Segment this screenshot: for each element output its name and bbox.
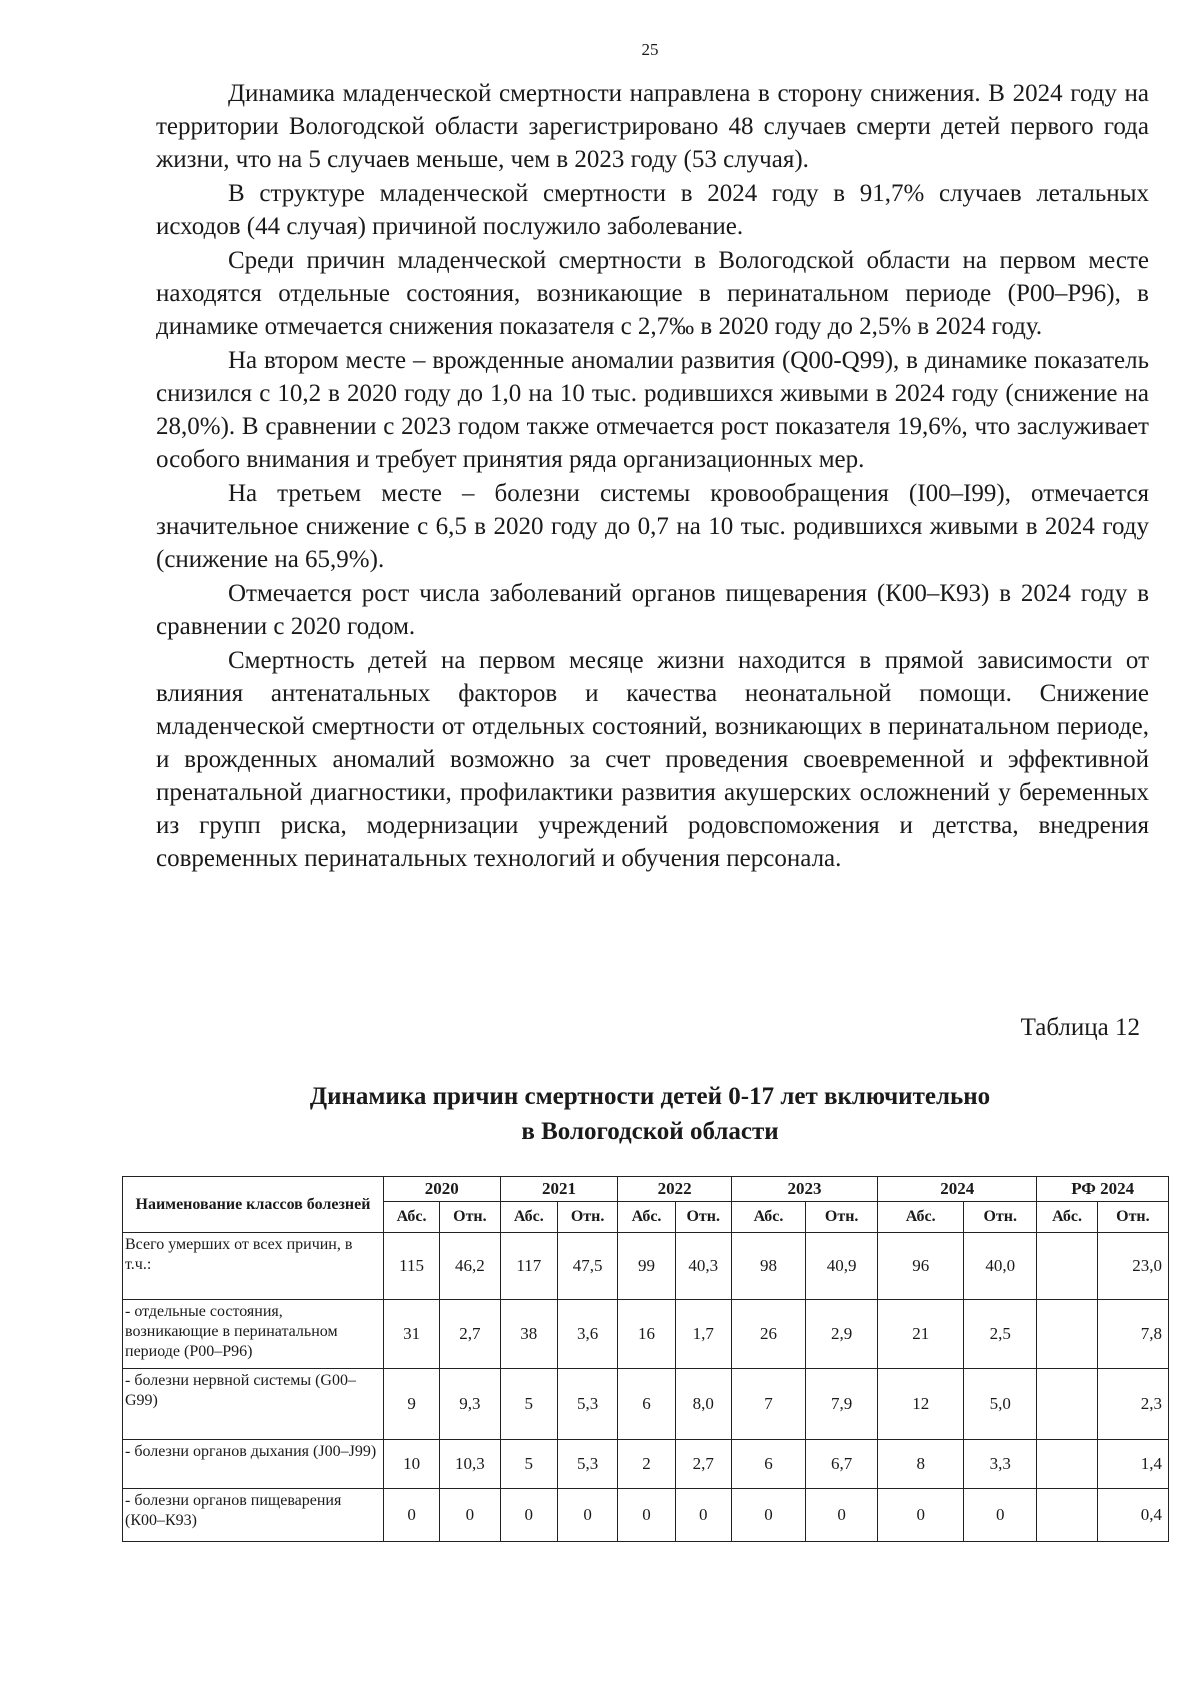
table-cell: 2,9 <box>806 1300 878 1369</box>
paragraph: Среди причин младенческой смертности в Вологодской области на первом месте находятся отдельные состояния, возникающие в перинатальном периоде (Р00–Р96), в динамике отмечается снижения показателя с 2,7‰ в 2020 году до 2,5% в 2024 году. <box>156 247 1149 340</box>
table-cell: 31 <box>383 1300 439 1369</box>
abs-header: Абс. <box>731 1202 805 1233</box>
year-header: 2021 <box>500 1177 618 1202</box>
table-cell: 2 <box>618 1440 675 1489</box>
table-cell: 2,7 <box>440 1300 500 1369</box>
year-header: 2020 <box>383 1177 500 1202</box>
table-cell: 26 <box>731 1300 805 1369</box>
table-cell: 115 <box>383 1233 439 1300</box>
table-cell <box>1037 1489 1097 1542</box>
table-cell: 7,9 <box>806 1369 878 1440</box>
mortality-table <box>122 1176 1169 1542</box>
table-row <box>123 1300 1169 1369</box>
year-header: 2024 <box>878 1177 1037 1202</box>
otn-header: Отн. <box>440 1202 500 1233</box>
table-title-line: в Вологодской области <box>521 1118 779 1145</box>
row-name: - болезни органов пищеварения (К00–К93) <box>123 1489 384 1542</box>
year-header: РФ 2024 <box>1037 1177 1169 1202</box>
name-column-header: Наименование классов болезней <box>123 1177 384 1233</box>
row-name: - болезни нервной системы (G00–G99) <box>123 1369 384 1440</box>
otn-header: Отн. <box>675 1202 731 1233</box>
table-row <box>123 1233 1169 1300</box>
table-cell: 2,5 <box>964 1300 1037 1369</box>
table-cell: 0 <box>440 1489 500 1542</box>
table-cell: 5 <box>500 1440 557 1489</box>
table-cell: 5 <box>500 1369 557 1440</box>
table-cell: 8,0 <box>675 1369 731 1440</box>
paragraph: Смертность детей на первом месяце жизни находится в прямой зависимости от влияния антенатальных факторов и качества неонатальной помощи. Снижение младенческой смертности от отдельных состояний, возникающих в перинатальном периоде, и врожденных аномалий возможно за счет проведения своевременной и эффективной пренатальной диагностики, профилактики развития акушерских осложнений у беременных из групп риска, модернизации учреждений родовспоможения и детства, внедрения современных перинатальных технологий и обучения персонала. <box>156 647 1149 872</box>
row-name: Всего умерших от всех причин, в т.ч.: <box>123 1233 384 1300</box>
paragraph: На втором месте – врожденные аномалии развития (Q00-Q99), в динамике показатель снизился с 10,2 в 2020 году до 1,0 на 10 тыс. родившихся живыми в 2024 году (снижение на 28,0%). В сравнении с 2023 годом также отмечается рост показателя 19,6%, что заслуживает особого внимания и требует принятия ряда организационных мер. <box>156 347 1149 473</box>
table-cell: 1,4 <box>1097 1440 1168 1489</box>
table-cell: 0 <box>500 1489 557 1542</box>
table-cell: 9 <box>383 1369 439 1440</box>
table-cell: 0 <box>731 1489 805 1542</box>
paragraph: Динамика младенческой смертности направлена в сторону снижения. В 2024 году на территории Вологодской области зарегистрировано 48 случаев смерти детей первого года жизни, что на 5 случаев меньше, чем в 2023 году (53 случая). <box>156 80 1149 173</box>
year-header: 2023 <box>731 1177 877 1202</box>
table-cell: 47,5 <box>557 1233 617 1300</box>
table-cell: 2,7 <box>675 1440 731 1489</box>
table-cell: 46,2 <box>440 1233 500 1300</box>
table-cell: 0 <box>964 1489 1037 1542</box>
table-row <box>123 1440 1169 1489</box>
row-name: - отдельные состояния, возникающие в перинатальном периоде (Р00–Р96) <box>123 1300 384 1369</box>
table-cell: 23,0 <box>1097 1233 1168 1300</box>
table-cell: 0 <box>618 1489 675 1542</box>
table-cell: 40,0 <box>964 1233 1037 1300</box>
table-title <box>0 1079 1200 1149</box>
table-cell: 10,3 <box>440 1440 500 1489</box>
table-cell: 1,7 <box>675 1300 731 1369</box>
paragraph: Отмечается рост числа заболеваний органов пищеварения (К00–К93) в 2024 году в сравнении с 2020 годом. <box>156 580 1149 640</box>
table-cell: 5,0 <box>964 1369 1037 1440</box>
table-row <box>123 1489 1169 1542</box>
paragraph: В структуре младенческой смертности в 2024 году в 91,7% случаев летальных исходов (44 случая) причиной послужило заболевание. <box>156 180 1149 240</box>
table-cell: 6 <box>731 1440 805 1489</box>
table-cell: 6 <box>618 1369 675 1440</box>
abs-header: Абс. <box>500 1202 557 1233</box>
table-cell: 0 <box>878 1489 964 1542</box>
table-cell <box>1037 1300 1097 1369</box>
table-cell: 0 <box>806 1489 878 1542</box>
table-cell: 99 <box>618 1233 675 1300</box>
abs-header: Абс. <box>383 1202 439 1233</box>
table-cell: 98 <box>731 1233 805 1300</box>
year-header: 2022 <box>618 1177 732 1202</box>
table-cell: 9,3 <box>440 1369 500 1440</box>
table-cell: 0,4 <box>1097 1489 1168 1542</box>
otn-header: Отн. <box>806 1202 878 1233</box>
table-cell: 38 <box>500 1300 557 1369</box>
body-text <box>156 77 1149 875</box>
table-cell <box>1037 1233 1097 1300</box>
table-cell: 40,3 <box>675 1233 731 1300</box>
abs-header: Абс. <box>878 1202 964 1233</box>
table-cell <box>1037 1440 1097 1489</box>
page-number: 25 <box>641 40 659 59</box>
table-cell: 10 <box>383 1440 439 1489</box>
table-cell: 5,3 <box>557 1369 617 1440</box>
table-cell: 3,3 <box>964 1440 1037 1489</box>
table-cell: 0 <box>383 1489 439 1542</box>
table-cell: 3,6 <box>557 1300 617 1369</box>
table-cell: 5,3 <box>557 1440 617 1489</box>
table-cell: 6,7 <box>806 1440 878 1489</box>
table-cell: 0 <box>675 1489 731 1542</box>
table-cell: 12 <box>878 1369 964 1440</box>
abs-header: Абс. <box>618 1202 675 1233</box>
table-cell: 96 <box>878 1233 964 1300</box>
otn-header: Отн. <box>1097 1202 1168 1233</box>
table-title-line: Динамика причин смертности детей 0-17 лет включительно <box>309 1083 991 1110</box>
table-cell: 0 <box>557 1489 617 1542</box>
row-name: - болезни органов дыхания (J00–J99) <box>123 1440 384 1489</box>
table-cell: 40,9 <box>806 1233 878 1300</box>
table-cell: 7 <box>731 1369 805 1440</box>
table-cell: 8 <box>878 1440 964 1489</box>
table-cell <box>1037 1369 1097 1440</box>
table-row <box>123 1369 1169 1440</box>
table-cell: 7,8 <box>1097 1300 1168 1369</box>
table-cell: 21 <box>878 1300 964 1369</box>
table-cell: 117 <box>500 1233 557 1300</box>
abs-header: Абс. <box>1037 1202 1097 1233</box>
otn-header: Отн. <box>557 1202 617 1233</box>
table-cell: 16 <box>618 1300 675 1369</box>
otn-header: Отн. <box>964 1202 1037 1233</box>
paragraph: На третьем месте – болезни системы кровообращения (I00–I99), отмечается значительное снижение с 6,5 в 2020 году до 0,7 на 10 тыс. родившихся живыми в 2024 году (снижение на 65,9%). <box>156 480 1149 573</box>
table-cell: 2,3 <box>1097 1369 1168 1440</box>
table-label: Таблица 12 <box>1020 1014 1140 1041</box>
